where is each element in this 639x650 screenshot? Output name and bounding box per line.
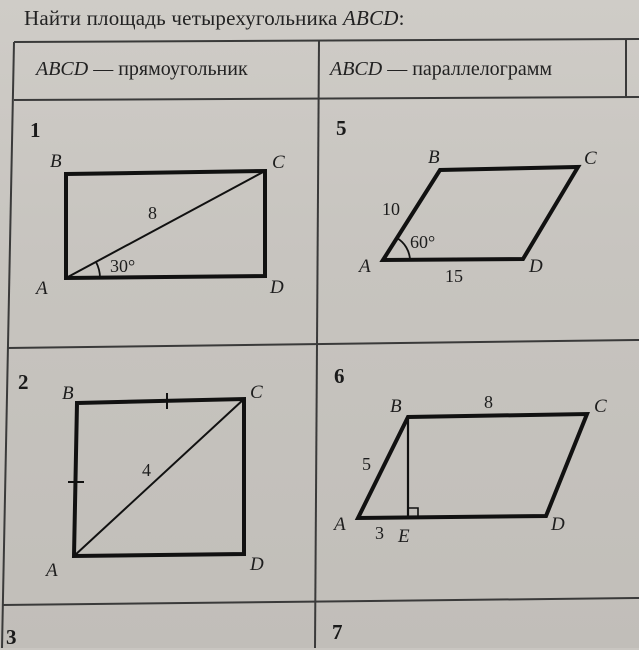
vertex-label-d: D: [250, 554, 264, 575]
vertex-label-b: B: [50, 151, 62, 172]
side-ab-length: 5: [362, 454, 371, 474]
vertex-label-b: B: [62, 383, 74, 404]
column-header-text: — прямоугольник: [88, 58, 248, 80]
angle-arc: [96, 262, 100, 278]
title-colon: :: [398, 6, 405, 30]
side-bc-length: 8: [484, 392, 493, 412]
column-header-variable: ABCD: [36, 58, 89, 80]
vertex-label-b: B: [390, 396, 402, 417]
figure-parallelogram-height: [332, 392, 607, 547]
vertex-label-c: C: [584, 148, 597, 169]
diagonal-ac: [74, 399, 244, 556]
vertex-label-c: C: [250, 382, 263, 403]
angle-arc: [397, 238, 410, 260]
problem-number-3: 3: [6, 625, 17, 649]
vertex-label-e: E: [398, 526, 410, 547]
problem-number-2: 2: [18, 370, 29, 394]
problem-number-7: 7: [332, 620, 343, 644]
problem-number-1: 1: [30, 118, 41, 142]
column-header-text: — параллелограмм: [382, 58, 553, 80]
problem-number-6: 6: [334, 364, 345, 388]
diagonal-length: 4: [142, 460, 151, 480]
angle-value: 30°: [110, 256, 136, 276]
row-divider-2: [2, 598, 639, 605]
angle-value: 60°: [410, 232, 436, 252]
vertex-label-b: B: [428, 147, 440, 168]
parallelogram-outline: [358, 414, 587, 518]
vertex-label-a: A: [334, 514, 346, 535]
header-row-border: [14, 97, 639, 100]
side-ab-length: 10: [382, 199, 400, 219]
table-left-border: [2, 42, 14, 648]
vertex-label-c: C: [272, 152, 285, 173]
vertex-label-a: A: [46, 560, 58, 581]
figure-rectangle: [34, 151, 285, 299]
row-divider-1: [7, 340, 639, 348]
column-header-variable: ABCD: [330, 58, 383, 80]
figure-square: [44, 382, 264, 581]
figure-parallelogram: [357, 147, 597, 286]
title-variable: ABCD: [343, 6, 399, 30]
diagonal-ac: [66, 171, 265, 278]
vertex-label-d: D: [270, 277, 284, 298]
vertex-label-d: D: [529, 256, 543, 277]
segment-ae-length: 3: [375, 523, 384, 543]
diagonal-length: 8: [148, 203, 157, 223]
title-text: Найти площадь четырехугольника: [24, 6, 344, 30]
vertex-label-c: C: [594, 396, 607, 417]
vertex-label-a: A: [36, 278, 48, 299]
vertex-label-a: A: [359, 256, 371, 277]
problem-number-5: 5: [336, 116, 347, 140]
side-ad-length: 15: [445, 266, 463, 286]
vertex-label-d: D: [551, 514, 565, 535]
table-top-border: [14, 39, 639, 42]
